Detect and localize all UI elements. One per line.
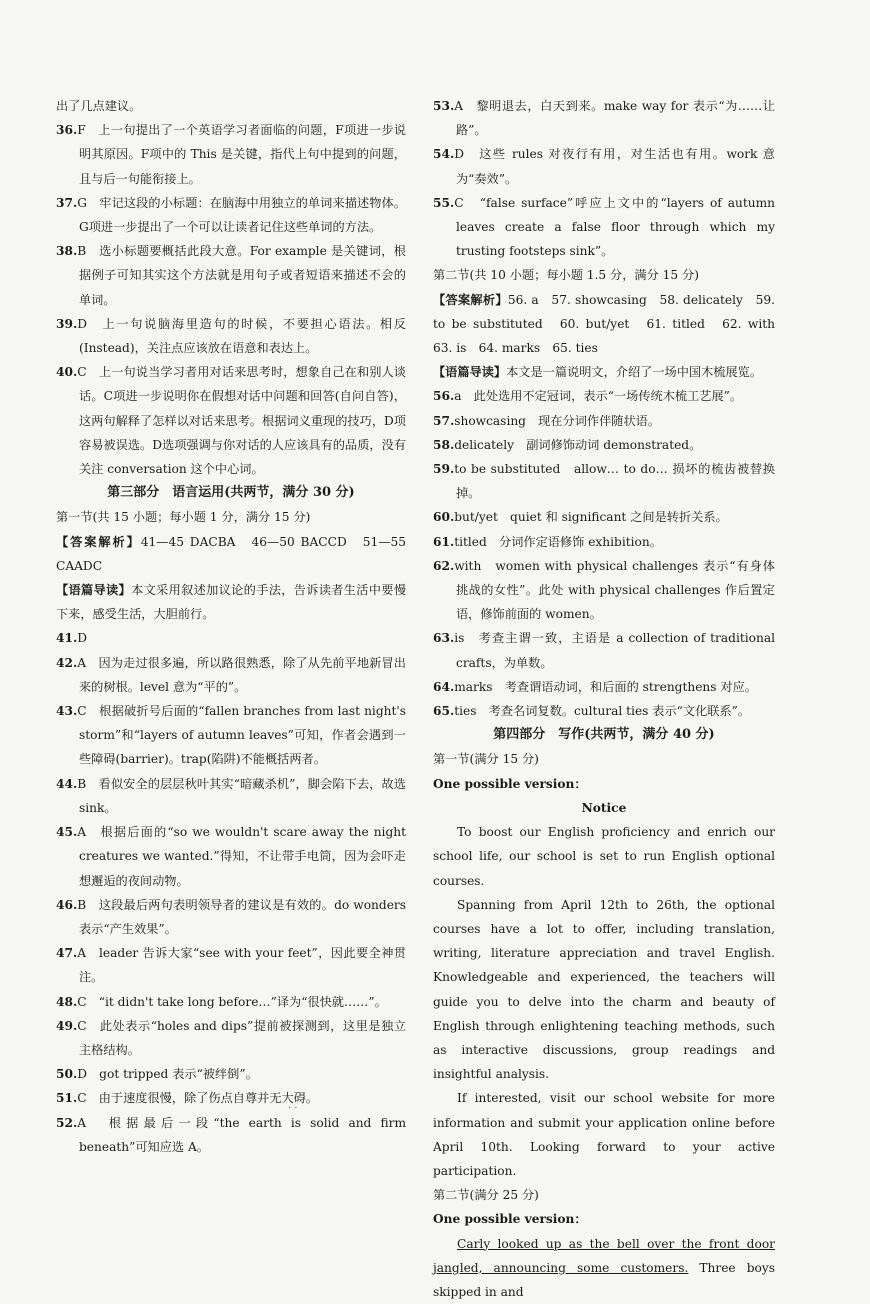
answer-54: 54.D 这些 rules 对夜行有用，对生活也有用。work 意为“奏效”。 [433,147,775,186]
version-label-1: One possible version： [433,776,587,791]
writing-section2: 第二节(满分 25 分) [433,1188,539,1203]
answer-60: 60.but/yet quiet 和 significant 之间是转折关系。 [433,510,728,525]
story-paragraph: Carly looked up as the bell over the front door jangled, announcing some customers. Three boys skipped in and [433,1236,775,1299]
part3-section1: 第一节(共 15 小题；每小题 1 分，满分 15 分) [56,510,311,525]
answer-50: 50.D got tripped 表示“被绊倒”。 [56,1067,258,1082]
story-underlined-sentence: Carly looked up as the bell over the front door jangled, announcing some customers. [433,1236,775,1275]
left-column [56,94,406,1159]
answer-63: 63.is 考查主谓一致，主语是 a collection of traditional crafts，为单数。 [433,631,775,670]
part3-heading: 第三部分 语言运用(共两节，满分 30 分) [107,485,355,501]
part3-section2: 第二节(共 10 小题；每小题 1.5 分，满分 15 分) [433,268,699,283]
footer-mark: · · [288,1103,298,1114]
answer-65: 65.ties 考查名词复数。cultural ties 表示“文化联系”。 [433,704,751,719]
answer-55: 55.C “false surface”呼应上文中的“layers of autumn leaves create a false floor through which my trusting footsteps sink”。 [433,195,775,259]
answer-44: 44.B 看似安全的层层秋叶其实“暗藏杀机”，脚会陷下去，故选 sink。 [56,776,406,815]
answer-57: 57.showcasing 现在分词作伴随状语。 [433,413,661,428]
right-column [433,94,788,1304]
answer-64: 64.marks 考查谓语动词，和后面的 strengthens 对应。 [433,679,757,694]
notice-title: Notice [581,800,627,815]
answer-56: 56.a 此处选用不定冠词，表示“一场传统木梳工艺展”。 [433,389,743,404]
answer-42: 42.A 因为走过很多遍，所以路很熟悉，除了从先前平地新冒出来的树根。level 意为“平的”。 [56,655,406,694]
answer-40: 40.C 上一句说当学习者用对话来思考时，想象自己在和别人谈话。C项进一步说明你在假想对话中问题和回答(自问自答)，这两句解释了怎样以对话来思考。根据词义重现的技巧，D项容易被误选。D选项强调与你对话的人应该具有的品质，没有关注 conversation 这个中心词。 [56,365,406,477]
answer-37: 37.G 牢记这段的小标题：在脑海中用独立的单词来描述物体。G项进一步提出了一个可以让读者记住这些单词的方法。 [56,195,406,235]
notice-paragraph-3: If interested, visit our school website for more information and submit your application online before April 10th. Looking forward to your active participation. [433,1091,775,1178]
answer-61: 61.titled 分词作定语修饰 exhibition。 [433,534,662,549]
notice-paragraph-1: To boost our English proficiency and enrich our school life, our school is set to run English optional courses. [433,825,775,888]
answer-46: 46.B 这段最后两句表明领导者的建议是有效的。do wonders 表示“产生效果”。 [56,897,406,936]
answer-53: 53.A 黎明退去，白天到来。make way for 表示“为……让路”。 [433,99,775,138]
part4-heading: 第四部分 写作(共两节，满分 40 分) [493,727,715,743]
part3-sec2-answer-key: 【答案解析】56. a 57. showcasing 58. delicately 59. to be substituted 60. but/yet 61. titled 62. with 63. is 64. marks 65. ties [433,292,788,356]
answer-49: 49.C 此处表示“holes and dips”提前被探测到，这里是独立主格结构。 [56,1018,406,1057]
answer-47: 47.A leader 告诉大家“see with your feet”，因此要全神贯注。 [56,946,406,985]
answer-52: 52.A 根据最后一段“the earth is solid and firm beneath”可知应选 A。 [56,1115,406,1154]
answer-58: 58.delicately 副词修饰动词 demonstrated。 [433,437,702,452]
answer-39: 39.D 上一句说脑海里造句的时候，不要担心语法。相反(Instead)，关注点应该放在语意和表达上。 [56,316,406,356]
answer-43: 43.C 根据破折号后面的“fallen branches from last night's storm”和“layers of autumn leaves”可知，作者会遇到一些障碍(barrier)。trap(陷阱)不能概括两者。 [56,704,406,767]
answer-36: 36.F 上一句提出了一个英语学习者面临的问题，F项进一步说明其原因。F项中的 This 是关键，指代上句中提到的问题，且与后一句能衔接上。 [56,123,406,186]
answer-41: 41.D [56,631,87,646]
intro-line: 出了几点建议。 [56,99,142,113]
answer-45: 45.A 根据后面的“so we wouldn't scare away the night creatures we wanted.”得知，不让带手电筒，因为会吓走想邂逅的夜间动物。 [56,825,406,888]
part3-answer-key: 【答案解析】41—45 DACBA 46—50 BACCD 51—55 CAADC [56,534,406,573]
answer-48: 48.C “it didn't take long before…”译为“很快就……”。 [56,994,387,1009]
answer-59: 59.to be substituted allow… to do… 损坏的梳齿被替换掉。 [433,462,775,501]
part3-reading-guide: 【语篇导读】本文采用叙述加议论的手法，告诉读者生活中要慢下来，感受生活，大胆前行。 [56,583,407,622]
answer-38: 38.B 选小标题要概括此段大意。For example 是关键词，根据例子可知其实这个方法就是用句子或者短语来描述不会的单词。 [56,244,406,307]
part3-sec2-reading-guide: 【语篇导读】本文是一篇说明文，介绍了一场中国木梳展览。 [433,365,763,380]
writing-section1: 第一节(满分 15 分) [433,752,539,767]
answer-62: 62.with women with physical challenges 表示“有身体挑战的女性”。此处 with physical challenges 作后置定语，修饰前面的 women。 [433,558,775,622]
version-label-2: One possible version： [433,1212,587,1227]
notice-paragraph-2: Spanning from April 12th to 26th, the optional courses have a lot to offer, including translation, writing, literature appreciation and travel English. Knowledgeable and experienced, the teachers will guide you to delve into the charm and beauty of English through enlightening teaching methods, such as interactive discussions, group readings and insightful analysis. [433,897,775,1082]
answer-51: 51.C 由于速度很慢，除了伤点自尊并无大碍。 [56,1091,319,1106]
